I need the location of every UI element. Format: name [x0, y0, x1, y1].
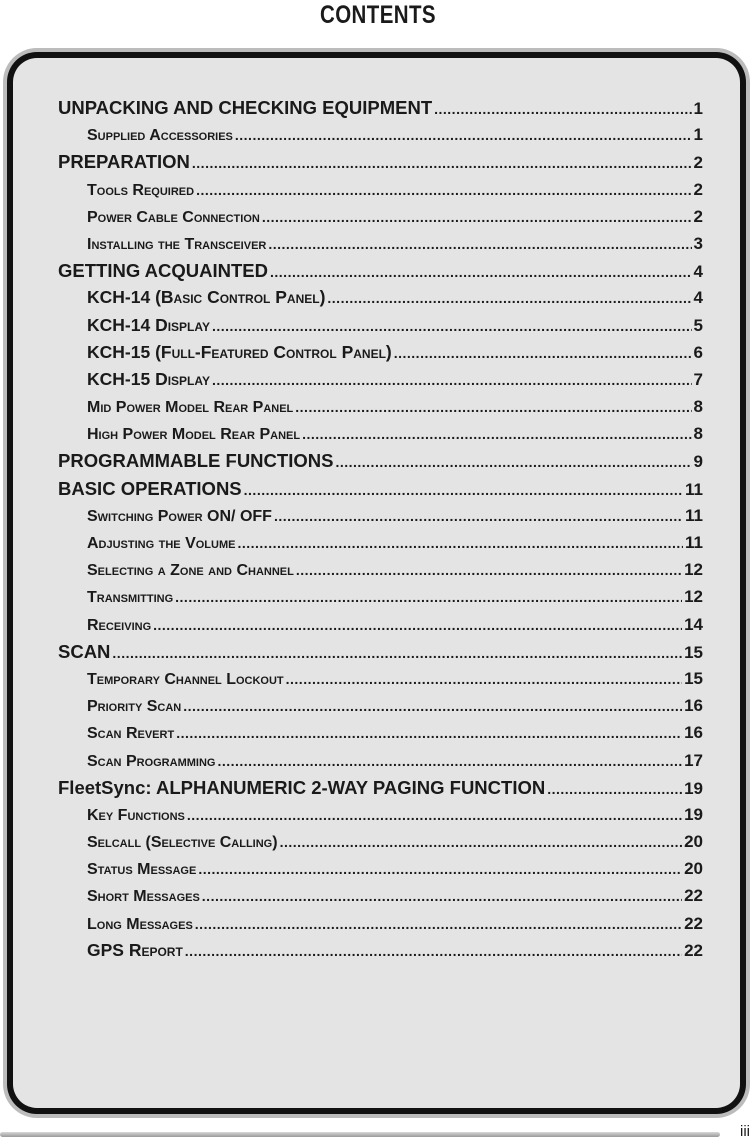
toc-entry-label: Adjusting the Volume: [87, 535, 236, 552]
toc-entry-page: 8: [693, 397, 703, 417]
toc-entry-page: 20: [684, 859, 703, 879]
toc-subsection-entry[interactable]: [58, 312, 703, 339]
toc-entry-page: 12: [684, 560, 703, 580]
toc-entry-label: GPS Report: [87, 939, 183, 960]
toc-entry-label: KCH-14 (Basic Control Panel): [87, 287, 326, 308]
toc-subsection-entry[interactable]: [58, 910, 703, 937]
toc-leader-dots: [198, 856, 682, 883]
toc-entry-label: Key Functions: [87, 806, 185, 824]
toc-subsection-entry[interactable]: [58, 556, 703, 583]
toc-entry-page: 2: [693, 153, 703, 173]
toc-leader-dots: [217, 748, 682, 775]
toc-leader-dots: [175, 584, 682, 611]
toc-entry-page: 5: [693, 315, 703, 335]
toc-leader-dots: [185, 938, 682, 965]
toc-subsection-entry[interactable]: [58, 882, 703, 909]
toc-entry-label: Scan Programming: [87, 752, 216, 770]
toc-leader-dots: [112, 640, 682, 667]
toc-entry-page: 11: [685, 505, 703, 525]
toc-leader-dots: [195, 911, 682, 938]
toc-subsection-entry[interactable]: [58, 828, 703, 855]
toc-entry-label: Transmitting: [87, 589, 174, 607]
toc-section-entry[interactable]: [58, 94, 703, 121]
toc-section-entry[interactable]: [58, 774, 703, 801]
toc-entry-page: 2: [693, 179, 703, 199]
toc-subsection-entry[interactable]: [58, 937, 703, 964]
toc-section-entry[interactable]: [58, 447, 703, 474]
toc-entry-page: 19: [684, 778, 703, 798]
toc-entry-page: 7: [693, 369, 703, 389]
toc-subsection-entry[interactable]: [58, 366, 703, 393]
toc-entry-label: Receiving: [87, 616, 152, 634]
toc-leader-dots: [183, 693, 682, 720]
toc-leader-dots: [274, 503, 683, 530]
toc-entry-label: Supplied Accessories: [87, 127, 233, 145]
toc-entry-page: 11: [685, 533, 703, 552]
toc-leader-dots: [153, 612, 682, 639]
page-title: CONTENTS: [319, 1, 437, 29]
toc-leader-dots: [244, 477, 683, 504]
toc-entry-page: 15: [684, 642, 703, 662]
toc-entry-label: KCH-14 Display: [87, 314, 210, 335]
toc-entry-label: Mid Power Model Rear Panel: [87, 399, 294, 417]
toc-subsection-entry[interactable]: [58, 529, 703, 556]
toc-leader-dots: [302, 421, 691, 448]
toc-entry-label: Installing the Transceiver: [87, 235, 267, 253]
toc-leader-dots: [192, 150, 692, 177]
toc-entry-label: SCAN: [58, 640, 111, 662]
toc-entry-label: Long Messages: [87, 915, 193, 933]
toc-entry-page: 8: [693, 424, 703, 444]
toc-entry-page: 4: [693, 288, 703, 308]
toc-entry-page: 17: [684, 750, 703, 770]
toc-entry-page: 16: [684, 723, 703, 743]
toc-entry-label: GETTING ACQUAINTED: [58, 260, 269, 282]
toc-entry-page: 22: [684, 886, 703, 906]
toc-leader-dots: [212, 313, 692, 340]
toc-subsection-entry[interactable]: [58, 502, 703, 529]
toc-subsection-entry[interactable]: [58, 855, 703, 882]
toc-entry-label: KCH-15 (Full-Featured Control Panel): [87, 341, 392, 362]
toc-entry-label: BASIC OPERATIONS: [58, 477, 242, 499]
toc-entry-label: Switching Power ON/ OFF: [87, 507, 272, 525]
toc-subsection-entry[interactable]: [58, 203, 703, 230]
toc-subsection-entry[interactable]: [58, 747, 703, 774]
toc-entry-page: 19: [684, 804, 703, 824]
toc-leader-dots: [280, 829, 683, 856]
toc-entry-page: 20: [684, 832, 703, 852]
toc-leader-dots: [237, 530, 683, 557]
toc-entry-label: PREPARATION: [58, 151, 190, 173]
toc-subsection-entry[interactable]: [58, 583, 703, 610]
toc-subsection-entry[interactable]: [58, 719, 703, 746]
toc-entry-page: 22: [684, 913, 703, 933]
toc-entry-label: Selecting a Zone and Channel: [87, 562, 294, 580]
toc-entry-page: 1: [693, 125, 703, 145]
toc-entry-page: 6: [693, 342, 703, 362]
toc-entry-page: 12: [684, 587, 703, 607]
toc-entry-page: 4: [693, 262, 703, 282]
toc-section-entry[interactable]: [58, 257, 703, 284]
toc-entry-label: KCH-15 Display: [87, 368, 210, 389]
footer-rule: [0, 1132, 720, 1137]
toc-subsection-entry[interactable]: [58, 176, 703, 203]
toc-leader-dots: [335, 449, 691, 476]
toc-entry-label: PROGRAMMABLE FUNCTIONS: [58, 450, 334, 472]
toc-entry-page: 3: [693, 233, 703, 253]
toc-leader-dots: [327, 285, 691, 312]
toc-leader-dots: [212, 367, 692, 394]
table-of-contents: [58, 94, 703, 964]
toc-leader-dots: [176, 720, 682, 747]
toc-leader-dots: [296, 557, 682, 584]
toc-entry-page: 11: [685, 479, 703, 499]
toc-entry-label: Power Cable Connection: [87, 208, 260, 226]
toc-entry-label: Short Messages: [87, 888, 200, 906]
toc-subsection-entry[interactable]: [58, 692, 703, 719]
toc-leader-dots: [262, 204, 692, 231]
toc-leader-dots: [394, 340, 692, 367]
toc-subsection-entry[interactable]: [58, 801, 703, 828]
toc-entry-label: FleetSync: ALPHANUMERIC 2-WAY PAGING FUNCTION: [58, 776, 546, 798]
toc-subsection-entry[interactable]: [58, 665, 703, 692]
toc-leader-dots: [547, 776, 682, 803]
toc-entry-page: 9: [693, 452, 703, 472]
toc-section-entry[interactable]: [58, 148, 703, 175]
toc-entry-page: 14: [684, 614, 703, 634]
toc-subsection-entry[interactable]: [58, 121, 703, 148]
page-number: iii: [740, 1123, 750, 1140]
toc-entry-page: 1: [693, 99, 703, 118]
toc-leader-dots: [202, 883, 682, 910]
toc-leader-dots: [268, 231, 691, 258]
toc-leader-dots: [196, 177, 691, 204]
toc-leader-dots: [434, 96, 691, 123]
toc-entry-label: High Power Model Rear Panel: [87, 426, 301, 444]
toc-subsection-entry[interactable]: [58, 393, 703, 420]
toc-section-entry[interactable]: [58, 475, 703, 502]
toc-section-entry[interactable]: [58, 638, 703, 665]
toc-entry-label: UNPACKING AND CHECKING EQUIPMENT: [58, 97, 433, 118]
toc-leader-dots: [286, 666, 682, 693]
toc-subsection-entry[interactable]: [58, 284, 703, 311]
toc-entry-label: Priority Scan: [87, 698, 182, 716]
toc-subsection-entry[interactable]: [58, 339, 703, 366]
toc-leader-dots: [235, 122, 692, 149]
toc-entry-page: 16: [684, 696, 703, 716]
toc-subsection-entry[interactable]: [58, 230, 703, 257]
toc-leader-dots: [187, 802, 682, 829]
toc-entry-label: Selcall (Selective Calling): [87, 834, 278, 852]
toc-entry-label: Status Message: [87, 861, 197, 879]
toc-subsection-entry[interactable]: [58, 420, 703, 447]
toc-entry-label: Scan Revert: [87, 725, 175, 743]
toc-entry-label: Tools Required: [87, 181, 195, 199]
toc-subsection-entry[interactable]: [58, 611, 703, 638]
toc-entry-page: 2: [693, 206, 703, 226]
toc-leader-dots: [295, 394, 691, 421]
toc-entry-label: Temporary Channel Lockout: [87, 670, 284, 688]
toc-leader-dots: [270, 259, 692, 286]
toc-entry-page: 22: [684, 940, 703, 960]
toc-entry-page: 15: [684, 668, 703, 688]
